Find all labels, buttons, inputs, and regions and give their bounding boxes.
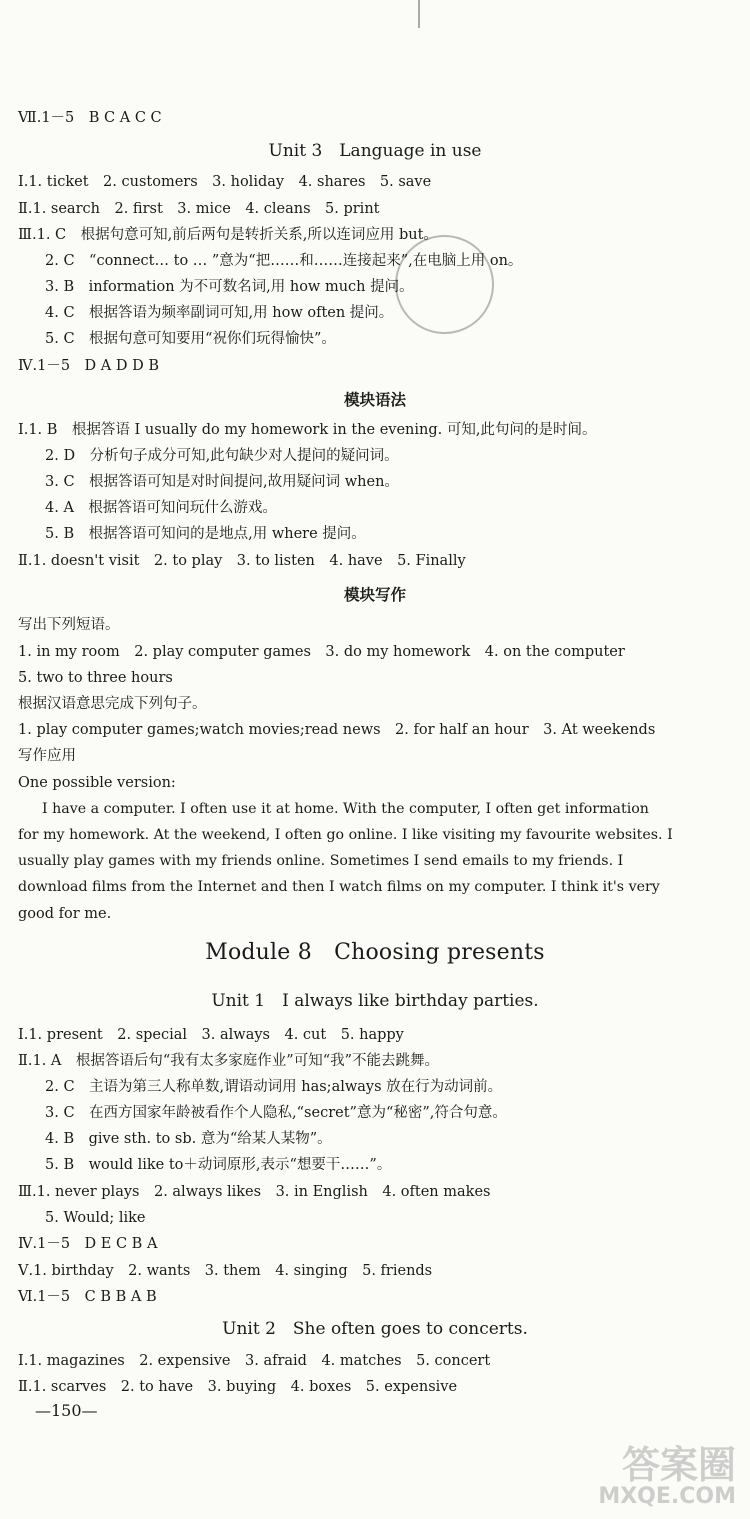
answer-line: 5. Would; like [45, 1210, 146, 1226]
module-heading: Module 8 Choosing presents [205, 940, 545, 965]
answer-line: Ⅰ.1. ticket 2. customers 3. holiday 4. shares 5. save [18, 174, 432, 190]
answer-line: Ⅶ.1－5 B C A C C [18, 110, 162, 126]
answer-line: Ⅲ.1. never plays 2. always likes 3. in English 4. often makes [18, 1184, 491, 1200]
answer-line: 5. B 根据答语可知问的是地点,用 where 提问。 [45, 526, 366, 542]
answer-line: 4. B give sth. to sb. 意为“给某人某物”。 [45, 1131, 332, 1147]
essay-line: usually play games with my friends online. Sometimes I send emails to my friends. I [18, 853, 624, 869]
watermark-logo-text: 答案圈 [621, 1443, 736, 1487]
answer-line: 写作应用 [18, 748, 76, 764]
essay-line: I have a computer. I often use it at home. With the computer, I often get information [42, 801, 649, 817]
answer-line: 5. B would like to＋动词原形,表示“想要干……”。 [45, 1157, 392, 1173]
site-watermark [598, 1445, 736, 1509]
answer-line: Ⅱ.1. A 根据答语后句“我有太多家庭作业”可知“我”不能去跳舞。 [18, 1053, 440, 1069]
answer-line: 3. B information 为不可数名词,用 how much 提问。 [45, 279, 414, 295]
answer-line: 根据汉语意思完成下列句子。 [18, 696, 207, 712]
answer-line: 4. C 根据答语为频率副词可知,用 how often 提问。 [45, 305, 394, 321]
unit-heading: Unit 1 I always like birthday parties. [211, 991, 539, 1011]
answer-line: Ⅱ.1. scarves 2. to have 3. buying 4. boxes 5. expensive [18, 1379, 458, 1395]
answer-line: Ⅲ.1. C 根据句意可知,前后两句是转折关系,所以连词应用 but。 [18, 227, 438, 243]
answer-line: 2. C 主语为第三人称单数,谓语动词用 has;always 放在行为动词前。 [45, 1079, 503, 1095]
answer-line: 3. C 根据答语可知是对时间提问,故用疑问词 when。 [45, 474, 399, 490]
answer-line: 写出下列短语。 [18, 617, 120, 633]
essay-line: download films from the Internet and then I watch films on my computer. I think it's very [18, 879, 660, 895]
essay-line: good for me. [18, 906, 112, 922]
unit-heading: Unit 2 She often goes to concerts. [222, 1319, 528, 1339]
answer-line: Ⅴ.1. birthday 2. wants 3. them 4. singing 5. friends [18, 1263, 433, 1279]
answer-line: Ⅱ.1. doesn't visit 2. to play 3. to listen 4. have 5. Finally [18, 553, 466, 569]
answer-line: 1. in my room 2. play computer games 3. do my homework 4. on the computer [18, 644, 625, 660]
section-heading: 模块语法 [343, 391, 406, 409]
page-number: —150— [35, 1401, 98, 1420]
watermark-url: MXQE.COM [598, 1484, 736, 1509]
answer-line: Ⅵ.1－5 C B B A B [18, 1289, 157, 1305]
answer-line: Ⅰ.1. magazines 2. expensive 3. afraid 4. matches 5. concert [18, 1353, 491, 1369]
answer-line: 4. A 根据答语可知问玩什么游戏。 [45, 500, 277, 516]
answer-line: Ⅳ.1－5 D E C B A [18, 1236, 158, 1252]
essay-line: for my homework. At the weekend, I often go online. I like visiting my favourite websites. I [18, 827, 673, 843]
answer-line: 2. D 分析句子成分可知,此句缺少对人提问的疑问词。 [45, 448, 399, 464]
answer-line: One possible version: [18, 775, 176, 791]
answer-line: 5. C 根据句意可知要用“祝你们玩得愉快”。 [45, 331, 336, 347]
answer-line: Ⅱ.1. search 2. first 3. mice 4. cleans 5. print [18, 201, 380, 217]
answer-line: Ⅰ.1. B 根据答语 I usually do my homework in the evening. 可知,此句问的是时间。 [18, 422, 597, 438]
answer-line: 2. C “connect… to … ”意为“把……和……连接起来”,在电脑上用 on。 [45, 253, 523, 269]
unit-heading: Unit 3 Language in use [268, 141, 482, 161]
scan-mark [418, 0, 420, 28]
answer-line: 1. play computer games;watch movies;read news 2. for half an hour 3. At weekends [18, 722, 656, 738]
section-heading: 模块写作 [343, 586, 406, 604]
answer-line: 5. two to three hours [18, 670, 173, 686]
answer-line: Ⅳ.1－5 D A D D B [18, 358, 159, 374]
answer-line: Ⅰ.1. present 2. special 3. always 4. cut 5. happy [18, 1027, 404, 1043]
answer-line: 3. C 在西方国家年龄被看作个人隐私,“secret”意为“秘密”,符合句意。 [45, 1105, 507, 1121]
